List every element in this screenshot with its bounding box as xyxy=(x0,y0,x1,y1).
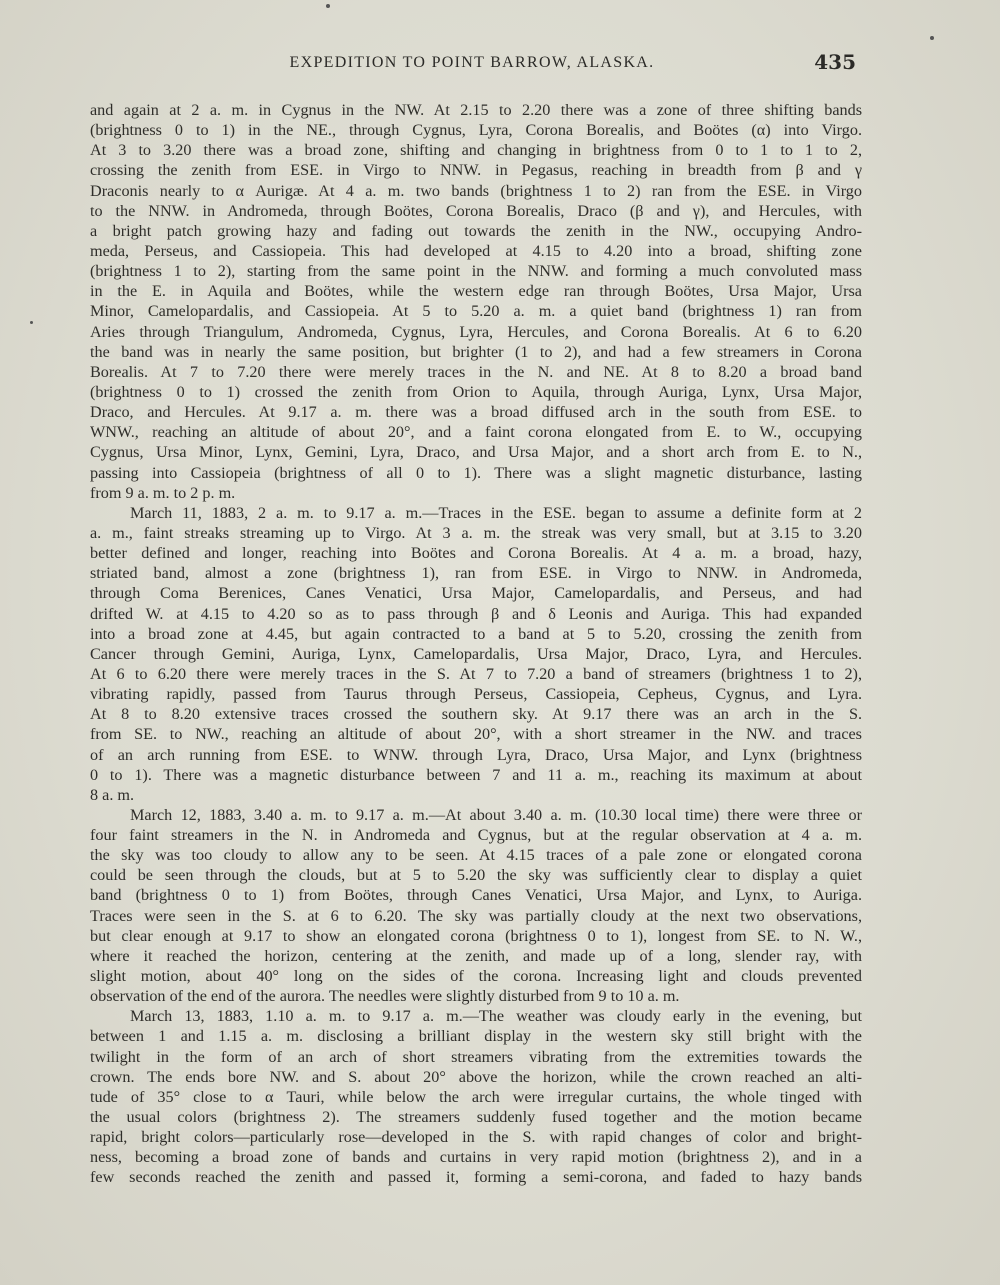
text-line: Borealis. At 7 to 7.20 there were merely traces in the N. and NE. At 8 to 8.20 a broad band xyxy=(90,362,862,381)
text-line: ness, becoming a broad zone of bands and curtains in very rapid motion (brightness 2), and in a xyxy=(90,1148,862,1167)
text-line: twilight in the form of an arch of short streamers vibrating from the extremities towards the xyxy=(90,1047,862,1066)
ink-speck xyxy=(930,36,934,40)
text-line: WNW., reaching an altitude of about 20°, and a faint corona elongated from E. to W., occupying xyxy=(90,423,862,442)
text-line: Cancer through Gemini, Auriga, Lynx, Camelopardalis, Ursa Major, Draco, Lyra, and Hercules. xyxy=(90,644,862,663)
text-line: and again at 2 a. m. in Cygnus in the NW. At 2.15 to 2.20 there was a zone of three shifting bands xyxy=(90,101,862,119)
text-line: Draconis nearly to α Aurigæ. At 4 a. m. two bands (brightness 1 to 2) ran from the ESE. in Virgo xyxy=(90,181,862,200)
text-line: drifted W. at 4.15 to 4.20 so as to pass through β and δ Leonis and Auriga. This had expanded xyxy=(90,604,862,623)
paragraph-start-line: March 13, 1883, 1.10 a. m. to 9.17 a. m.—The weather was cloudy early in the evening, but xyxy=(130,1007,862,1026)
text-line: Traces were seen in the S. at 6 to 6.20. The sky was partially cloudy at the next two observations, xyxy=(90,906,862,925)
text-line: from 9 a. m. to 2 p. m. xyxy=(90,483,236,502)
text-line: vibrating rapidly, passed from Taurus through Perseus, Cassiopeia, Cepheus, Cygnus, and Lyra. xyxy=(90,685,862,704)
text-line: few seconds reached the zenith and passed it, forming a semi-corona, and faded to hazy bands xyxy=(90,1168,862,1187)
page-header xyxy=(88,52,856,78)
text-line: 8 a. m. xyxy=(90,785,135,804)
text-line: At 8 to 8.20 extensive traces crossed the southern sky. At 9.17 there was an arch in the S. xyxy=(90,705,862,724)
text-line: observation of the end of the aurora. The needles were slightly disturbed from 9 to 10 a. m. xyxy=(90,987,680,1006)
text-line: tude of 35° close to α Tauri, while below the arch were irregular curtains, the whole tinged with xyxy=(90,1087,862,1106)
text-line: (brightness 0 to 1) crossed the zenith from Orion to Aquila, through Auriga, Lynx, Ursa Major, xyxy=(90,382,862,401)
text-line: slight motion, about 40° long on the sides of the corona. Increasing light and clouds prevented xyxy=(90,967,862,986)
text-line: the band was in nearly the same position, but brighter (1 to 2), and had a few streamers in Corona xyxy=(90,342,862,361)
text-line: a bright patch growing hazy and fading out towards the zenith in the NW., occupying Andro- xyxy=(90,221,862,240)
text-line: from SE. to NW., reaching an altitude of about 20°, with a short streamer in the NW. and traces xyxy=(90,725,862,744)
text-line: into a broad zone at 4.45, but again contracted to a band at 5 to 5.20, crossing the zenith from xyxy=(90,624,862,643)
text-line: band (brightness 0 to 1) from Boötes, through Canes Venatici, Ursa Major, and Lynx, to Auriga. xyxy=(90,886,862,905)
text-line: in the E. in Aquila and Boötes, while the western edge ran through Boötes, Ursa Major, Ursa xyxy=(90,282,862,301)
text-line: 0 to 1). There was a magnetic disturbance between 7 and 11 a. m., reaching its maximum at about xyxy=(90,765,862,784)
text-line: Draco, and Hercules. At 9.17 a. m. there was a broad diffused arch in the south from ESE. to xyxy=(90,403,862,422)
text-line: of an arch running from ESE. to WNW. through Lyra, Draco, Ursa Major, and Lynx (brightness xyxy=(90,745,862,764)
text-line: better defined and longer, reaching into Boötes and Corona Borealis. At 4 a. m. a broad, hazy, xyxy=(90,544,862,563)
text-line: to the NNW. in Andromeda, through Boötes, Corona Borealis, Draco (β and γ), and Hercules, with xyxy=(90,201,862,220)
text-line: could be seen through the clouds, but at 5 to 5.20 the sky was sufficiently clear to display a quiet xyxy=(90,866,862,885)
text-line: At 6 to 6.20 there were merely traces in the S. At 7 to 7.20 a band of streamers (brightness 1 to 2), xyxy=(90,664,862,683)
text-line: Cygnus, Ursa Minor, Lynx, Gemini, Lyra, Draco, and Ursa Major, and a short arch from E. to N., xyxy=(90,443,862,462)
text-line: the usual colors (brightness 2). The streamers suddenly fused together and the motion became xyxy=(90,1108,862,1127)
text-line: meda, Perseus, and Cassiopeia. This had developed at 4.15 to 4.20 into a broad, shifting zone xyxy=(90,241,862,260)
text-line: between 1 and 1.15 a. m. disclosing a brilliant display in the western sky still bright with the xyxy=(90,1027,862,1046)
text-line: Minor, Camelopardalis, and Cassiopeia. At 5 to 5.20 a. m. a quiet band (brightness 1) ran from xyxy=(90,302,862,321)
ink-speck xyxy=(30,321,33,324)
text-line: where it reached the horizon, centering at the zenith, and made up of a long, slender ray, with xyxy=(90,946,862,965)
text-line: but clear enough at 9.17 to show an elongated corona (brightness 0 to 1), longest from SE. to N. W., xyxy=(90,926,862,945)
running-title: EXPEDITION TO POINT BARROW, ALASKA. xyxy=(289,54,655,71)
text-line: At 3 to 3.20 there was a broad zone, shifting and changing in brightness from 0 to 1 to 1 to 2, xyxy=(90,141,862,160)
text-line: Aries through Triangulum, Andromeda, Cygnus, Lyra, Hercules, and Corona Borealis. At 6 to 6.20 xyxy=(90,322,862,341)
text-line: through Coma Berenices, Canes Venatici, Ursa Major, Camelopardalis, and Perseus, and had xyxy=(90,584,862,603)
paragraph-start-line: March 12, 1883, 3.40 a. m. to 9.17 a. m.—At about 3.40 a. m. (10.30 local time) there were three or xyxy=(130,805,862,824)
text-line: rapid, bright colors—particularly rose—developed in the S. with rapid changes of color and bright- xyxy=(90,1128,862,1147)
text-line: crossing the zenith from ESE. in Virgo to NNW. in Pegasus, reaching in breadth from β and γ xyxy=(90,161,862,180)
ink-speck xyxy=(326,4,330,8)
text-line: a. m., faint streaks streaming up to Virgo. At 3 a. m. the streak was very small, but at 3.15 to 3.20 xyxy=(90,523,862,542)
paragraph-start-line: March 11, 1883, 2 a. m. to 9.17 a. m.—Traces in the ESE. began to assume a definite form at 2 xyxy=(130,503,862,522)
text-line: striated band, almost a zone (brightness 1), ran from ESE. in Virgo to NNW. in Andromeda, xyxy=(90,564,862,583)
body-text xyxy=(90,100,862,1188)
text-line: passing into Cassiopeia (brightness of all 0 to 1). There was a slight magnetic disturbance, lasting xyxy=(90,463,862,482)
text-line: four faint streamers in the N. in Andromeda and Cygnus, but at the regular observation at 4 a. m. xyxy=(90,826,862,845)
text-line: (brightness 0 to 1) in the NE., through Cygnus, Lyra, Corona Borealis, and Boötes (α) into Virgo. xyxy=(90,121,862,140)
text-line: the sky was too cloudy to allow any to be seen. At 4.15 traces of a pale zone or elongated corona xyxy=(90,846,862,865)
page-number: 435 xyxy=(814,50,856,74)
text-line: crown. The ends bore NW. and S. about 20° above the horizon, while the crown reached an alti- xyxy=(90,1067,862,1086)
text-line: (brightness 1 to 2), starting from the same point in the NNW. and forming a much convoluted mass xyxy=(90,262,862,281)
